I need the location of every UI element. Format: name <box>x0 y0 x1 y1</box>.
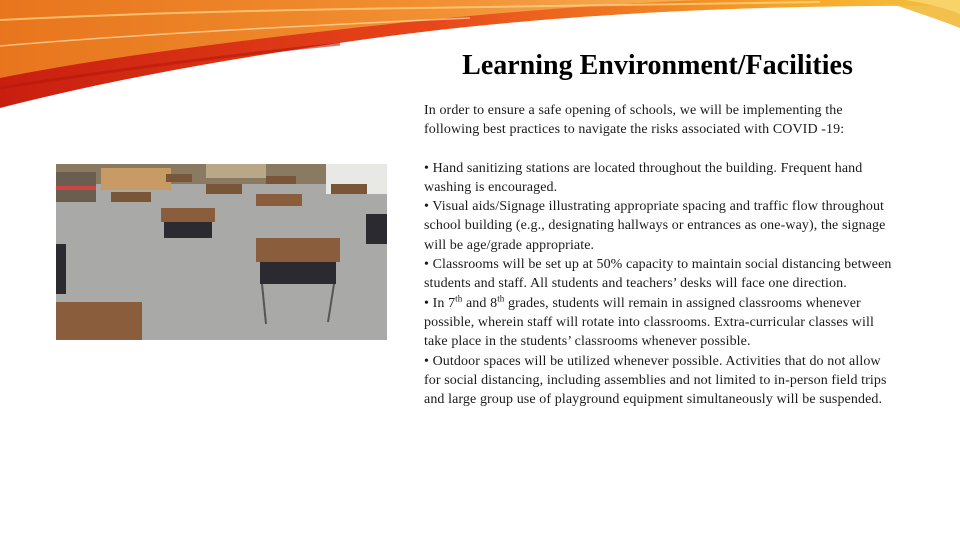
bullet-grades-prefix: • In 7 <box>424 295 456 311</box>
bullet-classroom-capacity: • Classrooms will be set up at 50% capacity to maintain social distancing between students and staff. All students and teachers’ desks will face one direction. <box>424 257 892 292</box>
superscript-th-2: th <box>497 293 505 304</box>
bullet-grades-middle: and 8 <box>462 295 498 311</box>
bullet-visual-aids: • Visual aids/Signage illustrating appropriate spacing and traffic flow throughout school building (e.g., designating hallways or entrances as one-way), the signage will be age/grade appropriate. <box>424 199 886 253</box>
bullet-hand-sanitizing: • Hand sanitizing stations are located throughout the building. Frequent hand washing is encouraged. <box>424 160 863 195</box>
classroom-photo <box>56 164 387 340</box>
body-text <box>424 101 894 409</box>
slide-title: Learning Environment/Facilities <box>462 50 853 81</box>
bullet-outdoor-spaces: • Outdoor spaces will be utilized whenever possible. Activities that do not allow for social distancing, including assemblies and not limited to in-person field trips and large group use of playground equipment simultaneously will be suspended. <box>424 353 887 408</box>
bullet-grades-rest: grades, students will remain in assigned classrooms whenever possible, wherein staff will rotate into classrooms. Extra-curricular classes will take place in the students’ classrooms whenever possible. <box>424 295 874 350</box>
intro-paragraph: In order to ensure a safe opening of schools, we will be implementing the following best practices to navigate the risks associated with COVID -19: <box>424 103 845 138</box>
paragraph-spacer <box>424 140 894 159</box>
superscript-th-1: th <box>455 293 463 304</box>
bullet-grades <box>424 294 894 352</box>
